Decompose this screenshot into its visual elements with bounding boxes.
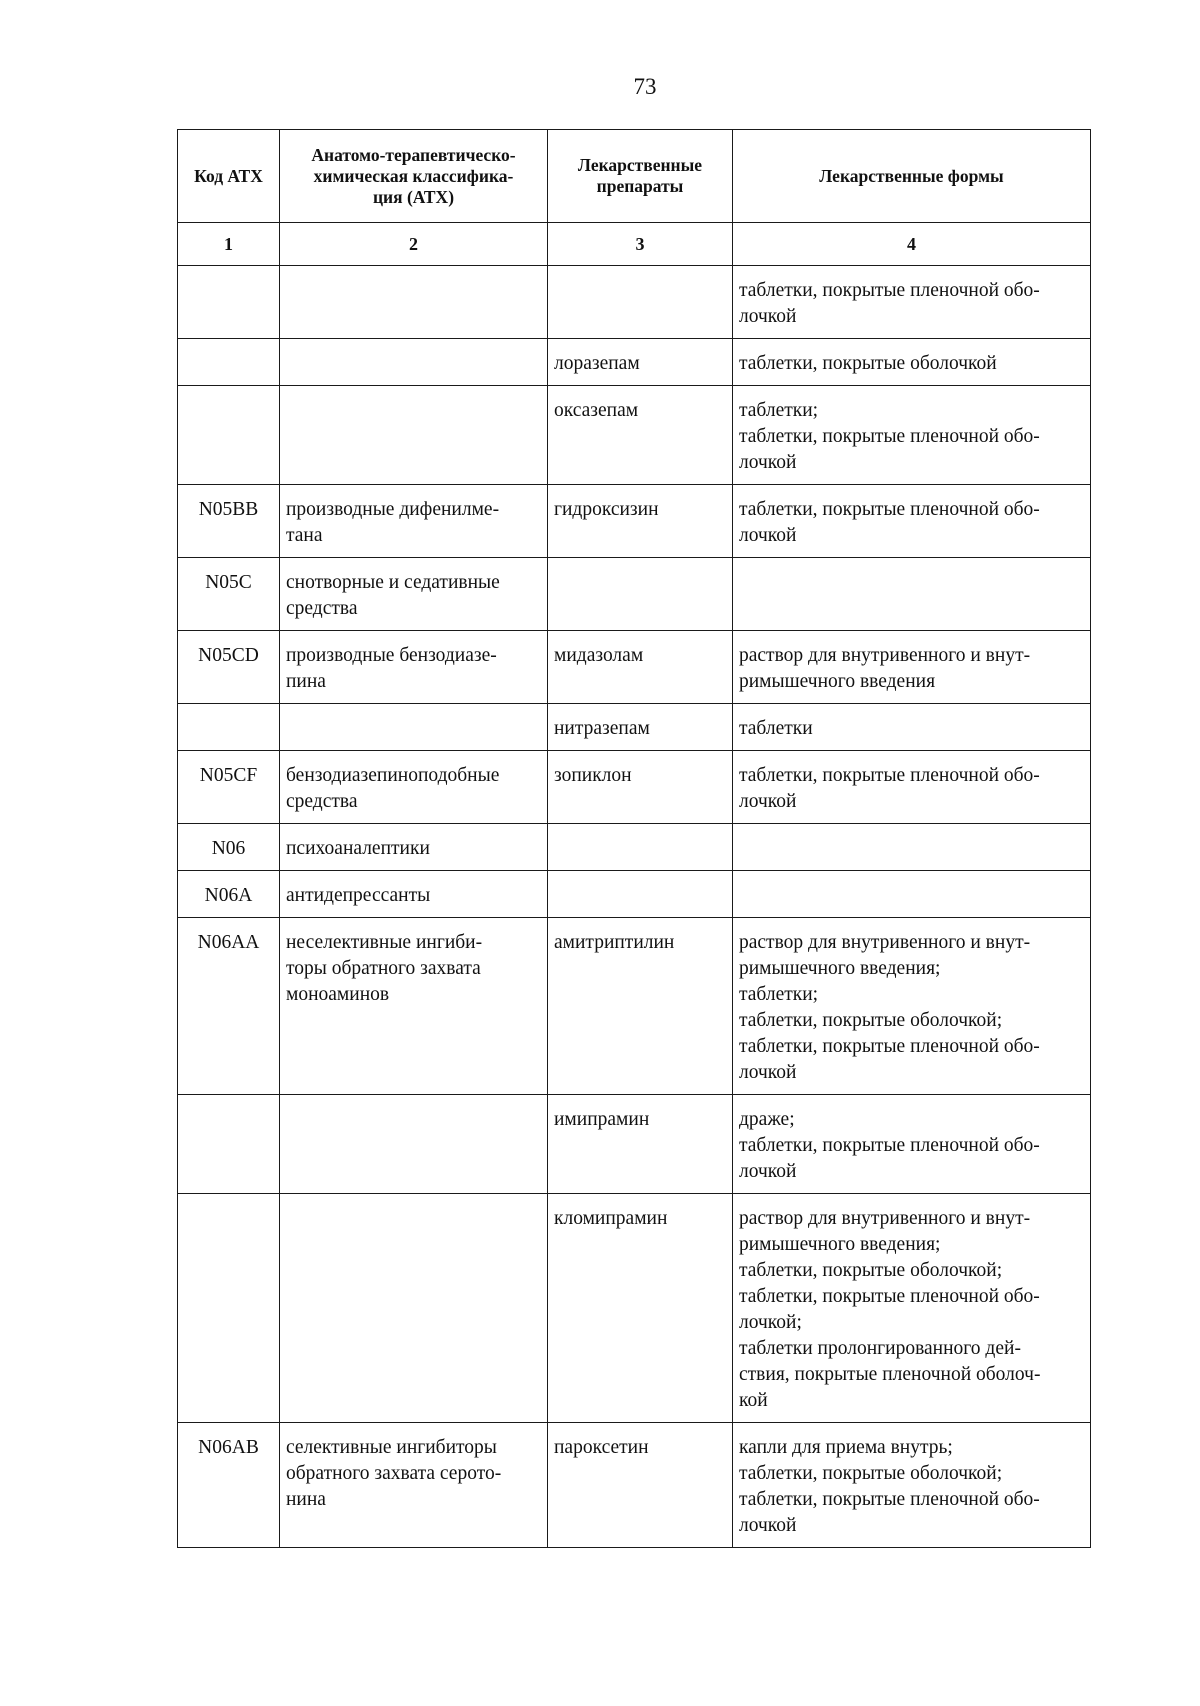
dosage-forms-cell xyxy=(733,824,1091,871)
table-row xyxy=(178,704,1091,751)
atx-class-cell: снотворные и седативные средства xyxy=(280,558,548,631)
table-row xyxy=(178,751,1091,824)
header-drugs: Лекарственные препараты xyxy=(548,130,733,223)
drug-name-cell: оксазепам xyxy=(548,386,733,485)
atx-class-cell xyxy=(280,386,548,485)
drug-name-cell xyxy=(548,266,733,339)
atx-code-cell xyxy=(178,1095,280,1194)
header-row xyxy=(178,130,1091,223)
atx-code-cell: N06 xyxy=(178,824,280,871)
drug-name-cell: зопиклон xyxy=(548,751,733,824)
dosage-forms-cell: таблетки, покрытые оболочкой xyxy=(733,339,1091,386)
atx-code-cell xyxy=(178,266,280,339)
atx-class-cell xyxy=(280,1194,548,1423)
dosage-forms-cell xyxy=(733,558,1091,631)
dosage-forms-cell: раствор для внутривенного и внут- римышечного введения; таблетки; таблетки, покрытые оболочкой; таблетки, покрытые пленочной обо- лочкой xyxy=(733,918,1091,1095)
dosage-forms-cell: таблетки; таблетки, покрытые пленочной обо- лочкой xyxy=(733,386,1091,485)
atx-class-cell: производные дифенилме- тана xyxy=(280,485,548,558)
atx-code-cell xyxy=(178,1194,280,1423)
atx-code-cell: N06AA xyxy=(178,918,280,1095)
drug-name-cell: пароксетин xyxy=(548,1423,733,1548)
table-row xyxy=(178,558,1091,631)
table-row xyxy=(178,386,1091,485)
dosage-forms-cell xyxy=(733,871,1091,918)
drug-name-cell: имипрамин xyxy=(548,1095,733,1194)
drug-name-cell xyxy=(548,871,733,918)
atx-code-cell xyxy=(178,339,280,386)
table-row xyxy=(178,871,1091,918)
atx-code-cell: N06AB xyxy=(178,1423,280,1548)
atx-code-cell xyxy=(178,386,280,485)
atx-code-cell: N06A xyxy=(178,871,280,918)
header-dosage-forms: Лекарственные формы xyxy=(733,130,1091,223)
table-row xyxy=(178,1095,1091,1194)
drug-name-cell: нитразепам xyxy=(548,704,733,751)
atx-class-cell: производные бензодиазе- пина xyxy=(280,631,548,704)
atx-class-cell: антидепрессанты xyxy=(280,871,548,918)
column-number: 1 xyxy=(178,223,280,266)
atx-class-cell xyxy=(280,704,548,751)
atx-class-cell xyxy=(280,339,548,386)
drug-name-cell: мидазолам xyxy=(548,631,733,704)
dosage-forms-cell: раствор для внутривенного и внут- римышечного введения; таблетки, покрытые оболочкой; таблетки, покрытые пленочной обо- лочкой; таблетки пролонгированного дей- ствия, покрытые пленочной оболоч- кой xyxy=(733,1194,1091,1423)
atx-class-cell xyxy=(280,266,548,339)
column-number: 2 xyxy=(280,223,548,266)
table-row xyxy=(178,918,1091,1095)
atx-class-cell xyxy=(280,1095,548,1194)
drug-name-cell xyxy=(548,558,733,631)
atx-class-cell: психоаналептики xyxy=(280,824,548,871)
dosage-forms-cell: таблетки xyxy=(733,704,1091,751)
column-number: 4 xyxy=(733,223,1091,266)
dosage-forms-cell: таблетки, покрытые пленочной обо- лочкой xyxy=(733,751,1091,824)
table-row xyxy=(178,485,1091,558)
dosage-forms-cell: капли для приема внутрь; таблетки, покрытые оболочкой; таблетки, покрытые пленочной обо- лочкой xyxy=(733,1423,1091,1548)
atx-code-cell: N05CD xyxy=(178,631,280,704)
table-row xyxy=(178,339,1091,386)
dosage-forms-cell: таблетки, покрытые пленочной обо- лочкой xyxy=(733,485,1091,558)
column-number: 3 xyxy=(548,223,733,266)
atx-code-cell: N05BB xyxy=(178,485,280,558)
table-row xyxy=(178,1194,1091,1423)
drug-name-cell: гидроксизин xyxy=(548,485,733,558)
page-number: 73 xyxy=(633,74,657,99)
drug-name-cell xyxy=(548,824,733,871)
drug-name-cell: амитриптилин xyxy=(548,918,733,1095)
atx-code-cell: N05CF xyxy=(178,751,280,824)
drug-name-cell: кломипрамин xyxy=(548,1194,733,1423)
header-atx-code: Код АТХ xyxy=(178,130,280,223)
dosage-forms-cell: драже; таблетки, покрытые пленочной обо- лочкой xyxy=(733,1095,1091,1194)
atx-code-cell xyxy=(178,704,280,751)
table-row xyxy=(178,1423,1091,1548)
atx-class-cell: бензодиазепиноподобные средства xyxy=(280,751,548,824)
atx-class-cell: неселективные ингиби- торы обратного захвата моноаминов xyxy=(280,918,548,1095)
table-row xyxy=(178,631,1091,704)
dosage-forms-cell: таблетки, покрытые пленочной обо- лочкой xyxy=(733,266,1091,339)
table-row xyxy=(178,824,1091,871)
column-number-row xyxy=(178,223,1091,266)
drug-name-cell: лоразепам xyxy=(548,339,733,386)
atx-class-cell: селективные ингибиторы обратного захвата серото- нина xyxy=(280,1423,548,1548)
dosage-forms-cell: раствор для внутривенного и внут- римышечного введения xyxy=(733,631,1091,704)
atx-table xyxy=(177,129,1091,1548)
table-row xyxy=(178,266,1091,339)
atx-code-cell: N05C xyxy=(178,558,280,631)
header-atx-classification: Анатомо-терапевтическо- химическая классифика- ция (АТХ) xyxy=(280,130,548,223)
